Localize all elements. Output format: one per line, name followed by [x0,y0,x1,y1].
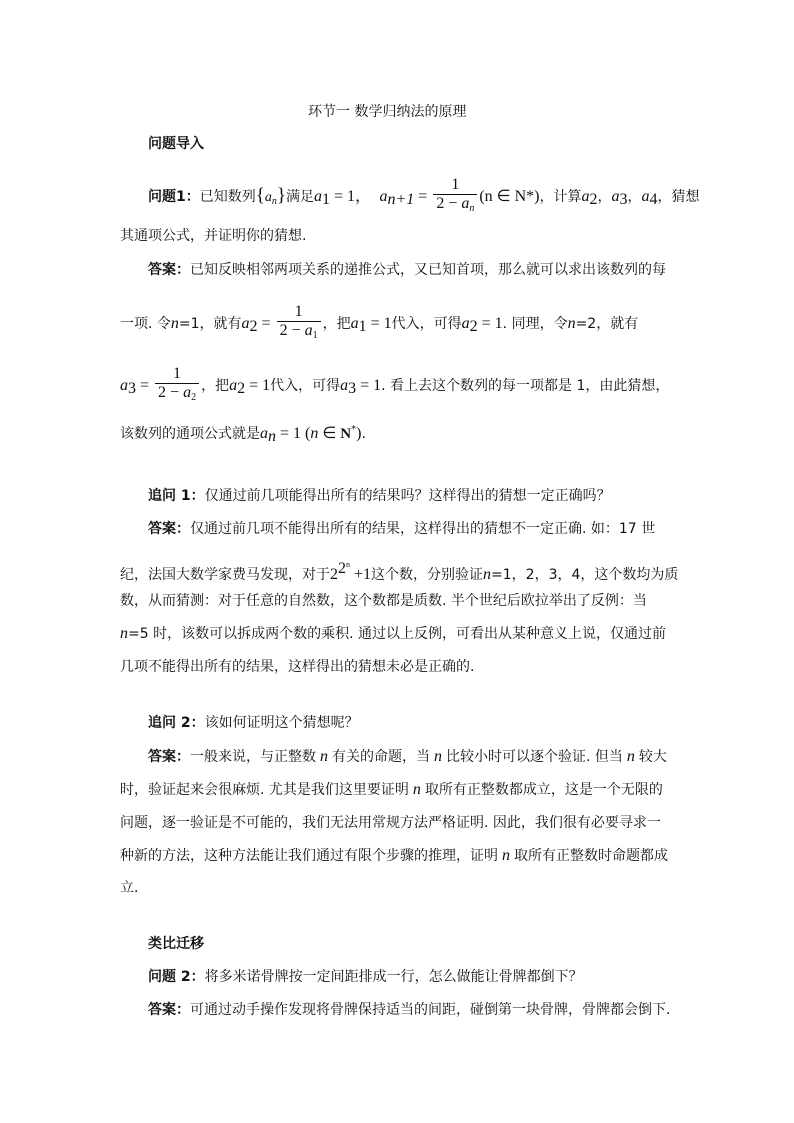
question-1-line: 问题1：已知数列$\{a_n\}$满足$a_1 = 1$， $a_{n+1}$ = $\frac{1}{2 - a_n}$ (n ∈ N*)，计算$a_2$，$a_3$，$a_4$，猜想 [148,176,700,218]
question-1-label: 问题1： [148,189,200,205]
answer-1-line1: 答案：已知反映相邻两项关系的递推公式，又已知首项，那么就可以求出该数列的每 [148,262,666,278]
section-heading-intro: 问题导入 [148,136,204,152]
answer-f2-line4: 种新的方法，这种方法能让我们通过有限个步骤的推理，证明 n 取所有正整数时命题都成 [120,847,668,864]
answer-f1-line2: 纪，法国大数学家费马发现，对于$2^{2^n} +1$这个数，分别验证n=1，2，3，4，这个数均为质 [120,560,679,583]
answer-1-line2: 一项. 令n=1，就有$a_2$ = $\frac{1}{2 - a_1}$ ，把$a_1 = 1$代入，可得$a_2 = 1$. 同理，令n=2，就有 [120,303,638,345]
recurrence-fraction: $\frac{1}{2 - a_n}$ [433,176,477,218]
followup-1: 追问 1：仅通过前几项能得出所有的结果吗？这样得出的猜想一定正确吗？ [148,488,611,504]
answer-2: 答案：可通过动手操作发现将骨牌保持适当的间距，碰倒第一块骨牌，骨牌都会倒下. [148,1002,671,1018]
answer-1-line3: $a_3$ = $\frac{1}{2 - a_2}$ ，把$a_2 = 1$代入，可得$a_3 = 1$. 看上去这个数列的每一项都是 1，由此猜想， [120,365,669,407]
answer-f2-line5: 立. [120,880,139,896]
question-1-line2: 其通项公式，并证明你的猜想. [120,228,307,244]
answer-f2-line3: 问题，逐一验证是不可能的，我们无法用常规方法严格证明. 因此，我们很有必要寻求一 [120,815,661,831]
sequence-symbol: $\{a_n\}$ [255,185,286,207]
a2-fraction: $\frac{1}{2 - a_1}$ [277,303,321,345]
answer-f1-line1: 答案：仅通过前几项不能得出所有的结果，这样得出的猜想不一定正确. 如：17 世 [148,521,656,537]
answer-f2-line2: 时，验证起来会很麻烦. 尤其是我们这里要证明 n 取所有正整数都成立，这是一个无限的 [120,781,663,798]
section-heading-analogy: 类比迁移 [148,936,204,952]
answer-1-line4: 该数列的通项公式就是$a_n = 1$ (n ∈ N*). [120,424,366,445]
a3-fraction: $\frac{1}{2 - a_2}$ [155,365,199,407]
answer-f1-line5: 几项不能得出所有的结果，这样得出的猜想未必是正确的. [120,659,475,675]
answer-f1-line3: 数，从而猜测：对于任意的自然数，这个数都是质数. 半个世纪后欧拉举出了反例：当 [120,593,647,609]
answer-f1-line4: n=5 时，该数可以拆成两个数的乘积. 通过以上反例，可看出从某种意义上说，仅通过前 [120,625,666,642]
question-2: 问题 2：将多米诺骨牌按一定间距排成一行，怎么做能让骨牌都倒下？ [148,969,583,985]
answer-f2-line1: 答案：一般来说，与正整数 n 有关的命题，当 n 比较小时可以逐个验证. 但当 n 较大 [148,748,667,765]
domain-condition: (n ∈ N*) [479,188,540,205]
followup-2: 追问 2：该如何证明这个猜想呢？ [148,715,359,731]
page-title: 环节一 数学归纳法的原理 [308,104,467,120]
